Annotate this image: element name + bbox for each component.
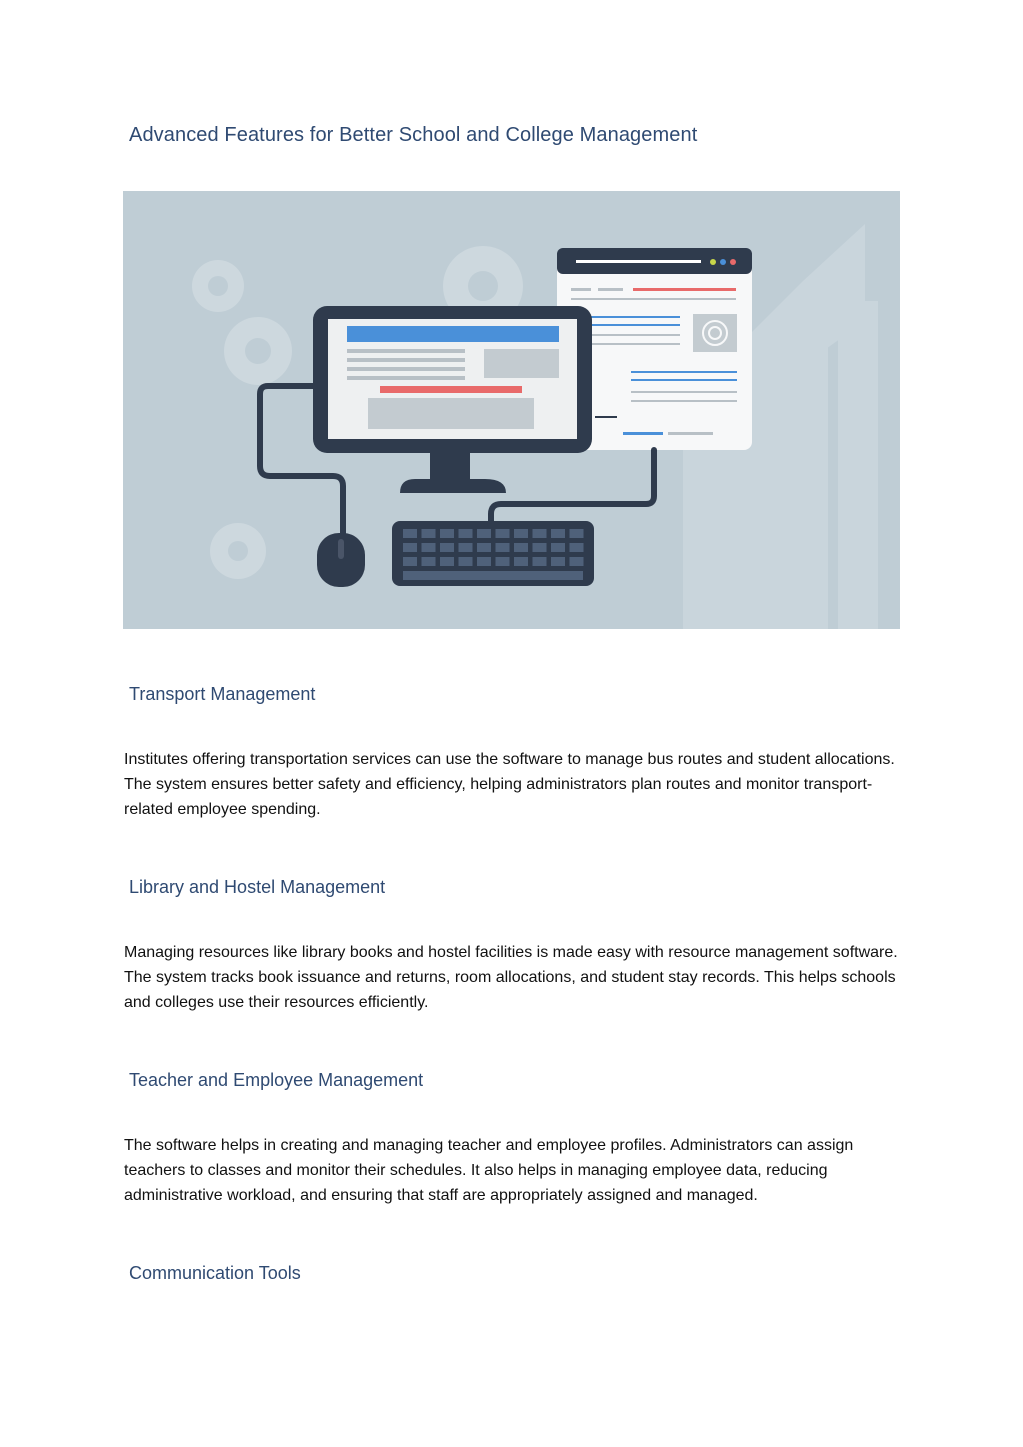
section-body-transport: Institutes offering transportation services can use the software to manage bus routes and student allocations. The system ensures better safety and efficiency, helping administrators plan routes and monitor transport-related employee spending. [124, 751, 895, 818]
section-heading-library-hostel: Library and Hostel Management [129, 877, 386, 897]
section-heading-teacher-employee: Teacher and Employee Management [129, 1070, 424, 1090]
section-heading-communication: Communication Tools [129, 1263, 301, 1283]
section-body-library-hostel: Managing resources like library books and hostel facilities is made easy with resource management software. The system tracks book issuance and returns, room allocations, and student stay records. This helps schools and colleges use their resources efficiently. [124, 944, 898, 1011]
computer-illustration-icon [123, 191, 900, 629]
section-heading-transport: Transport Management [129, 684, 316, 704]
page-title: Advanced Features for Better School and College Management [129, 124, 698, 146]
section-body-teacher-employee: The software helps in creating and managing teacher and employee profiles. Administrators can assign teachers to classes and monitor their schedules. It also helps in managing employee data, reducing administrative workload, and ensuring that staff are appropriately assigned and managed. [124, 1137, 854, 1204]
hero-illustration [123, 191, 900, 629]
